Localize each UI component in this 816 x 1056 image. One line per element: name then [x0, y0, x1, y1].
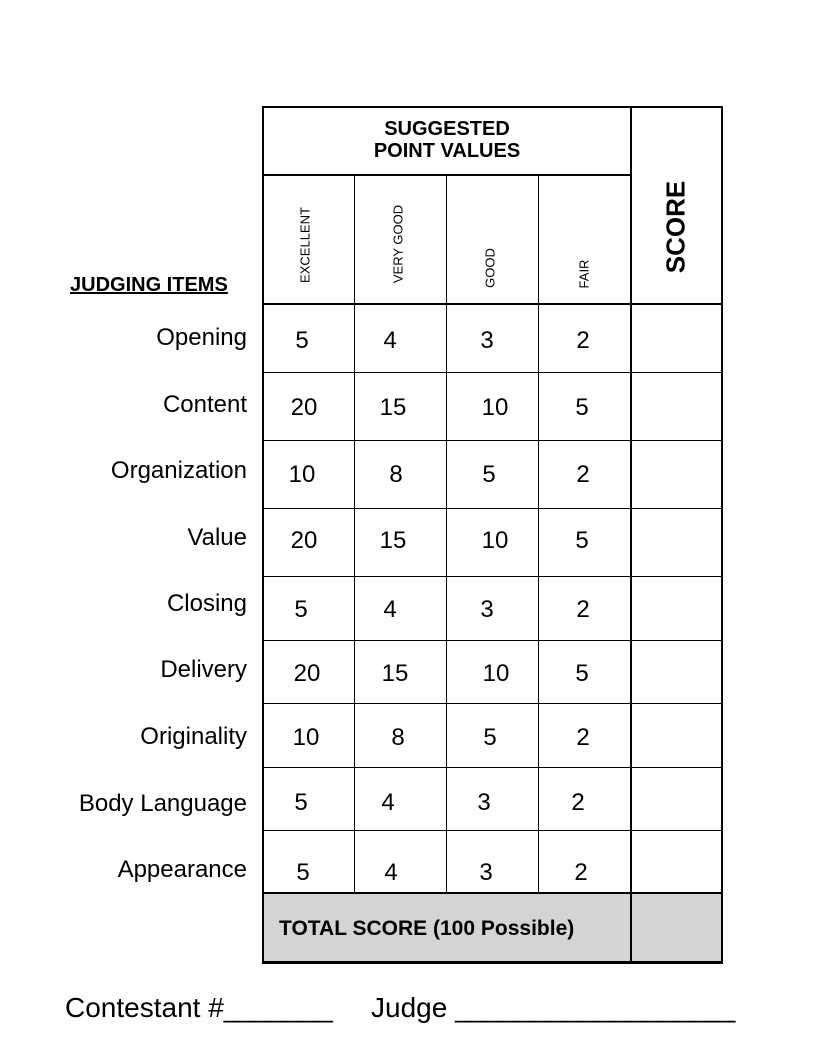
opening-excellent-value: 5 [295, 327, 309, 354]
organization-good-value: 5 [482, 461, 496, 488]
closing-excellent-value: 5 [294, 596, 308, 623]
delivery-very-good-value: 15 [381, 660, 409, 687]
content-very-good-value: 15 [379, 394, 407, 421]
column-very-good: VERY GOOD [390, 204, 406, 284]
closing-very-good-value: 4 [383, 596, 397, 623]
body-language-fair-value: 2 [571, 789, 585, 816]
opening-good-value: 3 [480, 327, 494, 354]
body-language-very-good-value: 4 [381, 789, 395, 816]
closing-fair-value: 2 [576, 596, 590, 623]
judging-items-title: JUDGING ITEMS [70, 274, 228, 296]
score-column-header: SCORE [660, 180, 691, 274]
total-score-label: TOTAL SCORE (100 Possible) [279, 917, 575, 940]
value-fair-value: 5 [575, 527, 589, 554]
suggested-point-values-header [264, 118, 630, 162]
organization-very-good-value: 8 [389, 461, 403, 488]
appearance-good-value: 3 [479, 859, 493, 886]
row-label-opening: Opening [156, 324, 247, 351]
column-good: GOOD [482, 248, 498, 288]
row-label-body-language: Body Language [78, 790, 247, 817]
delivery-excellent-value: 20 [293, 660, 321, 687]
value-very-good-value: 15 [379, 527, 407, 554]
closing-good-value: 3 [480, 596, 494, 623]
content-fair-value: 5 [575, 394, 589, 421]
row-label-organization: Organization [110, 457, 247, 484]
row-label-appearance: Appearance [117, 856, 247, 883]
column-fair: FAIR [576, 259, 592, 289]
originality-excellent-value: 10 [292, 724, 320, 751]
contestant-number-field[interactable]: Contestant #_______ [65, 992, 333, 1023]
delivery-good-value: 10 [482, 660, 510, 687]
opening-very-good-value: 4 [383, 327, 397, 354]
row-label-originality: Originality [140, 723, 247, 750]
appearance-very-good-value: 4 [384, 859, 398, 886]
row-label-delivery: Delivery [160, 656, 247, 683]
delivery-fair-value: 5 [575, 660, 589, 687]
body-language-good-value: 3 [477, 789, 491, 816]
value-good-value: 10 [481, 527, 509, 554]
value-excellent-value: 20 [290, 527, 318, 554]
appearance-fair-value: 2 [574, 859, 588, 886]
content-good-value: 10 [481, 394, 509, 421]
organization-excellent-value: 10 [288, 461, 316, 488]
column-excellent: EXCELLENT [297, 207, 313, 283]
originality-fair-value: 2 [576, 724, 590, 751]
opening-fair-value: 2 [576, 327, 590, 354]
body-language-excellent-value: 5 [294, 789, 308, 816]
row-label-content: Content [162, 391, 247, 418]
row-label-value: Value [187, 524, 247, 551]
originality-good-value: 5 [483, 724, 497, 751]
row-label-closing: Closing [166, 590, 247, 617]
organization-fair-value: 2 [576, 461, 590, 488]
originality-very-good-value: 8 [391, 724, 405, 751]
content-excellent-value: 20 [290, 394, 318, 421]
judge-name-field[interactable]: Judge __________________ [371, 992, 736, 1023]
header-line-1: SUGGESTED [384, 118, 510, 140]
header-line-2: POINT VALUES [373, 140, 521, 162]
appearance-excellent-value: 5 [296, 859, 310, 886]
